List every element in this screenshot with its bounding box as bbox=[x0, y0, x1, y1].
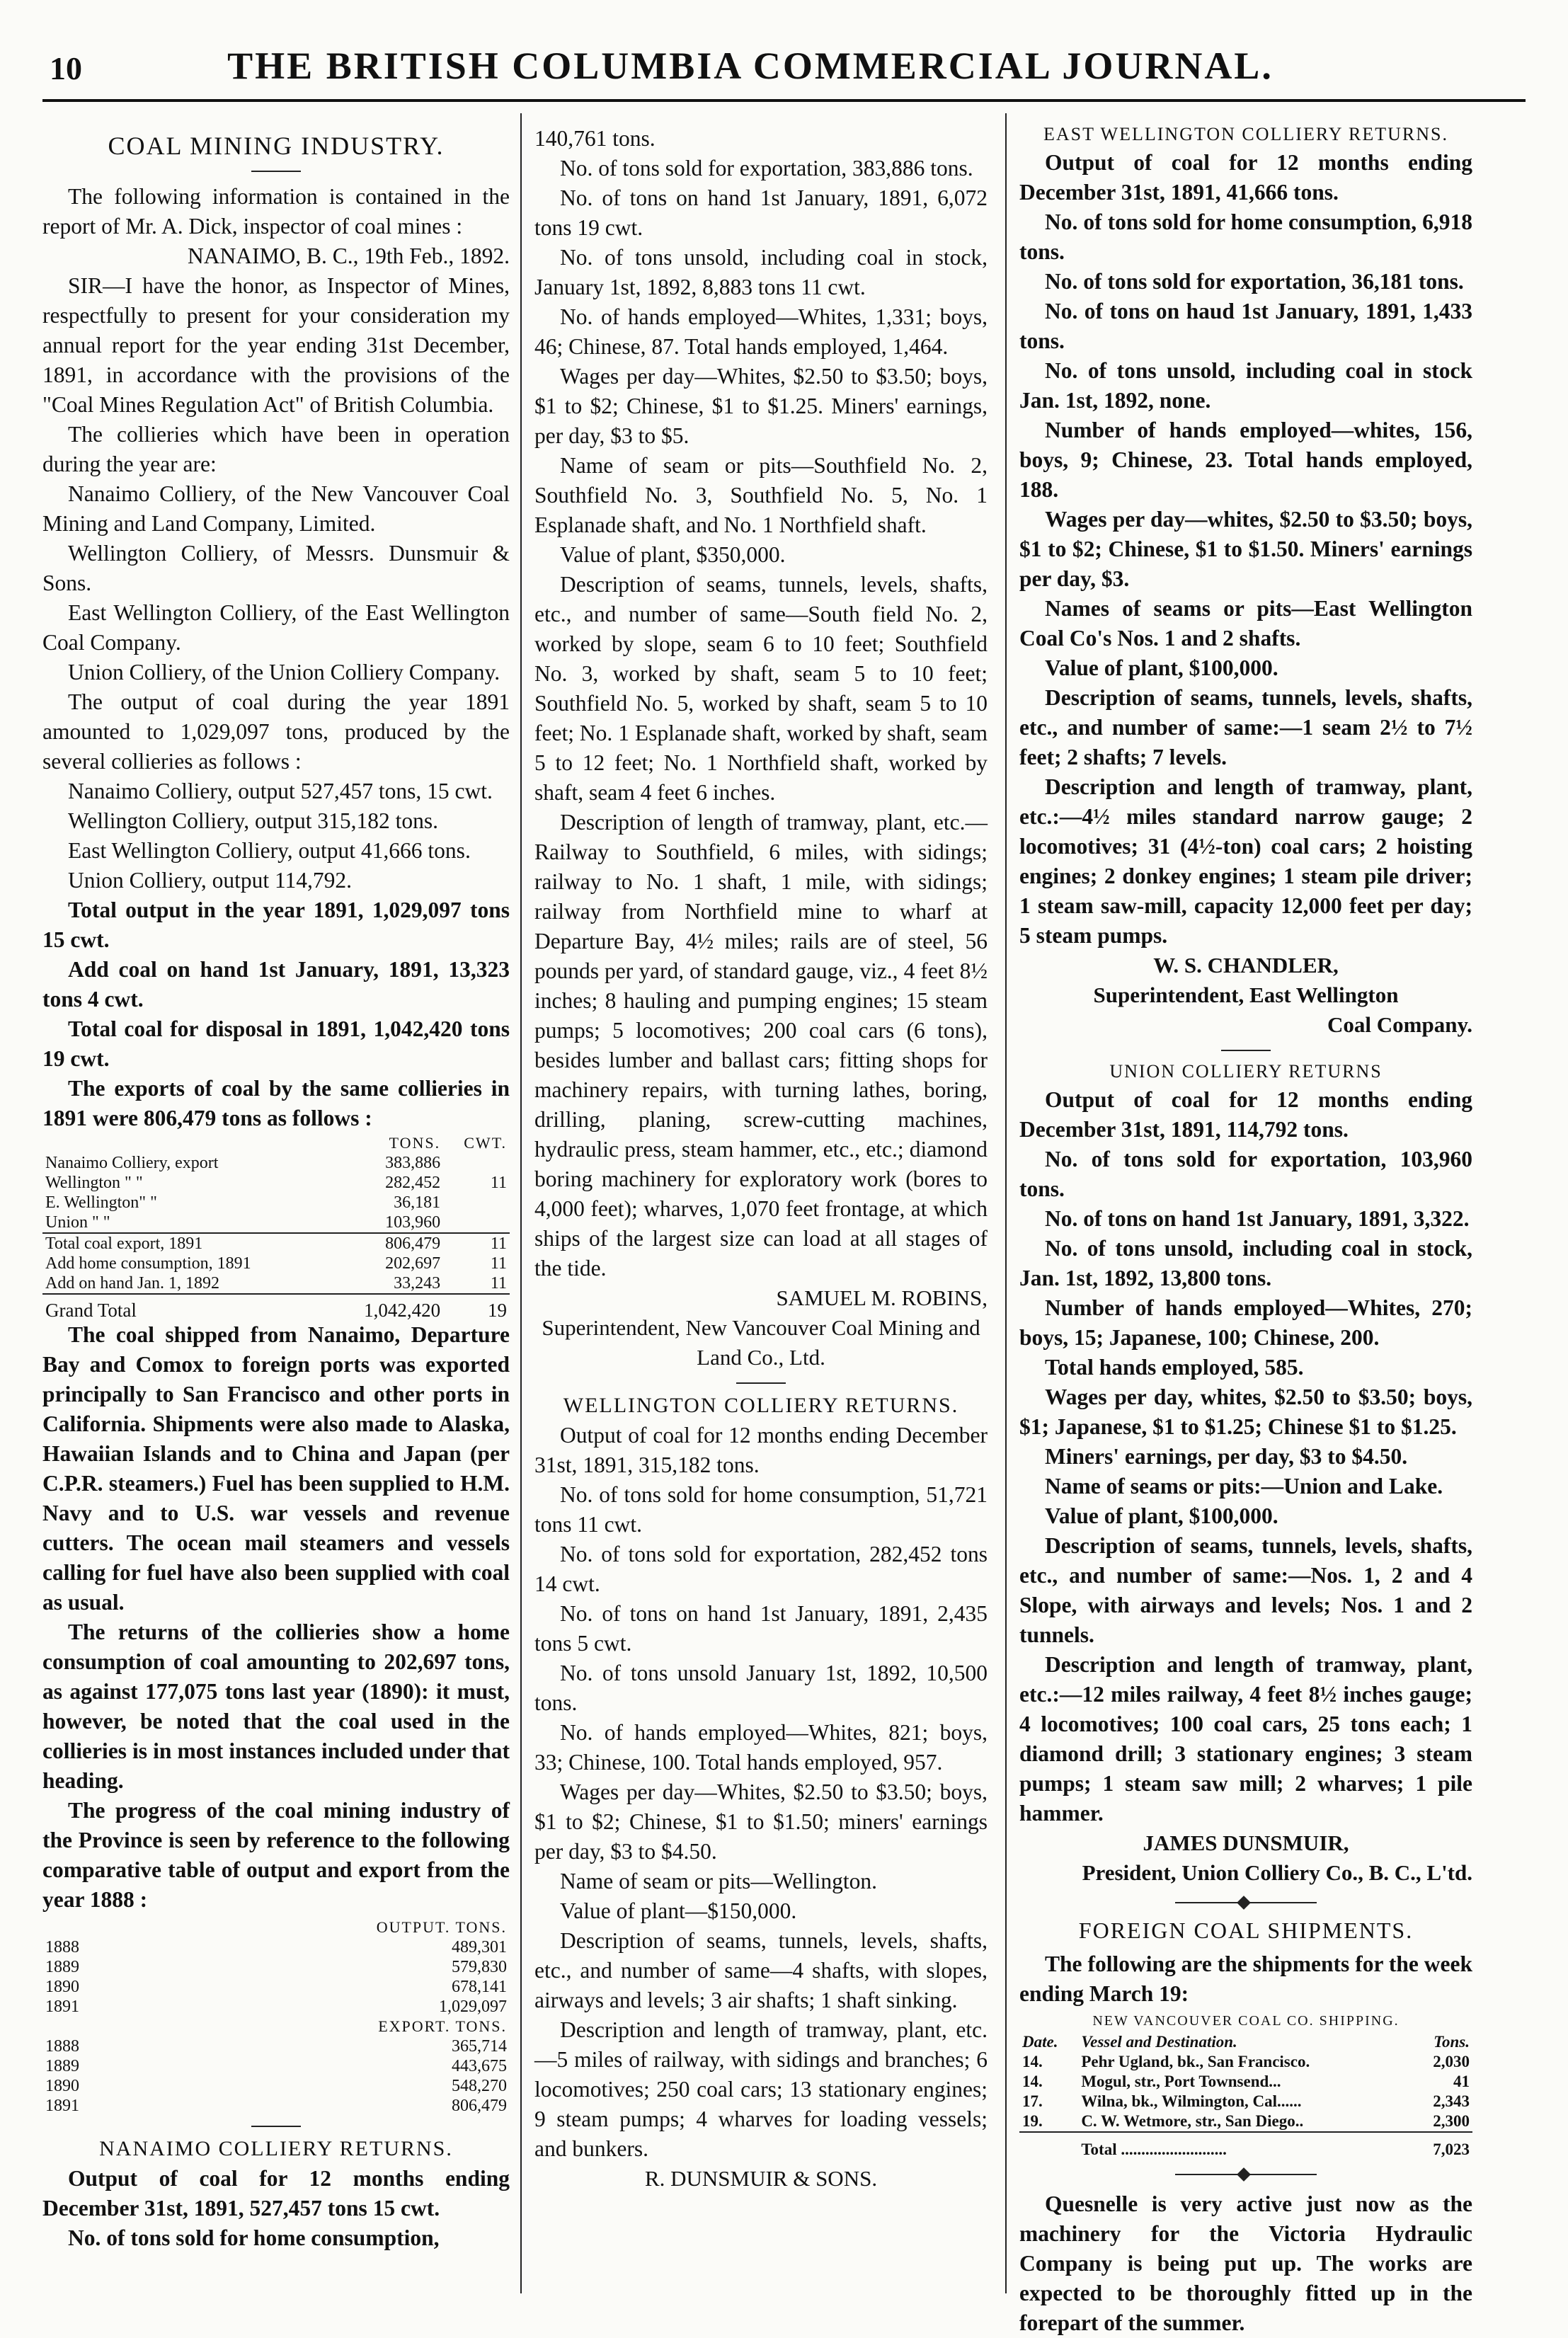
signature: W. S. CHANDLER, bbox=[1153, 953, 1339, 978]
paragraph: Output of coal for 12 months ending December 31st, 1891, 315,182 tons. bbox=[534, 1423, 988, 1477]
paragraph: Description of length of tramway, plant, etc.—Railway to Southfield, 6 miles, with sidings; railway to No. 1 shaft, 1 mile, with sidings; railway from Northfield mine to wharf at Departure Bay, 4½ miles; rails are of steel, 56 pounds per yard, of standard gauge, viz., 4 feet 8½ inches; 8 hauling and pumping engines; 15 steam pumps; 5 locomotives; 200 coal cars (6 tons), besides lumber and ballast cars; fitting shops for machinery repairs, with turning lathes, boring, drilling, planing, screw-cutting machines, hydraulic press, steam hammer, etc., etc.; diamond boring machinery for exploratory work (bores to 4,000 feet); wharves, 1,070 feet frontage, at which ships of the largest size can load at all stages of the tide. bbox=[534, 810, 988, 1280]
table-row: 17. Wilna, bk., Wilmington, Cal...... 2,343 bbox=[1022, 2092, 1470, 2110]
paragraph: Union Colliery, output 114,792. bbox=[68, 868, 353, 893]
table-row: Union " " 103,960 bbox=[45, 1213, 441, 1232]
paragraph: Description of seams, tunnels, levels, shafts, etc., and number of same—4 shafts, with slopes, airways and levels; 3 air shafts; 1 shaft sinking. bbox=[534, 1928, 988, 2012]
paragraph: No. of tons sold for exportation, 383,886 tons. bbox=[560, 156, 973, 180]
paragraph: The progress of the coal mining industry of the Province is seen by reference to the following comparative table of output and export from the year 1888 : bbox=[42, 1798, 510, 1912]
paragraph: The following information is contained in the report of Mr. A. Dick, inspector of coal mines : bbox=[42, 184, 510, 239]
paragraph: Total hands employed, 585. bbox=[1045, 1355, 1304, 1380]
paragraph: Wages per day, whites, $2.50 to $3.50; boys, $1; Japanese, $1 to $1.25; Chinese $1 to $1.25. bbox=[1019, 1385, 1472, 1439]
signature-title: Superintendent, New Vancouver Coal Mining and Land Co., Ltd. bbox=[542, 1315, 980, 1370]
ornamental-divider bbox=[1175, 2174, 1317, 2175]
paragraph: Miners' earnings, per day, $3 to $4.50. bbox=[1045, 1444, 1408, 1469]
export-table bbox=[42, 1133, 510, 1320]
paragraph: The following are the shipments for the week ending March 19: bbox=[1019, 1952, 1472, 2006]
paragraph: Nanaimo Colliery, of the New Vancouver Coal Mining and Land Company, Limited. bbox=[42, 481, 510, 536]
table-row: 1889 579,830 bbox=[45, 1958, 507, 1976]
column-divider bbox=[520, 113, 522, 2293]
paragraph: Value of plant, $350,000. bbox=[560, 542, 786, 567]
table-row: 1889 443,675 bbox=[45, 2057, 507, 2075]
col-header: EXPORT. TONS. bbox=[378, 2017, 507, 2035]
table-row: 1891 1,029,097 bbox=[45, 1998, 507, 2016]
paragraph: No. of tons sold for exportation, 103,960 tons. bbox=[1019, 1147, 1472, 1201]
paragraph: Number of hands employed—whites, 156, boys, 9; Chinese, 23. Total hands employed, 188. bbox=[1019, 418, 1472, 502]
section-heading: NANAIMO COLLIERY RETURNS. bbox=[99, 2137, 453, 2160]
table-row: 1890 678,141 bbox=[45, 1978, 507, 1996]
table-subheading: NEW VANCOUVER COAL CO. SHIPPING. bbox=[1092, 2013, 1400, 2029]
col-header: OUTPUT. TONS. bbox=[376, 1918, 507, 1936]
paragraph: No. of tons unsold January 1st, 1892, 10,500 tons. bbox=[534, 1661, 988, 1715]
col-header: Date. bbox=[1022, 2033, 1058, 2051]
paragraph: Wages per day—whites, $2.50 to $3.50; boys, $1 to $2; Chinese, $1 to $1.50. Miners' earnings per day, $3. bbox=[1019, 507, 1472, 591]
table-row: Grand Total 1,042,420 19 bbox=[42, 1294, 510, 1320]
paragraph: 140,761 tons. bbox=[534, 126, 656, 151]
paragraph: No. of tons unsold, including coal in stock, January 1st, 1892, 8,883 tons 11 cwt. bbox=[534, 245, 988, 299]
paragraph: East Wellington Colliery, of the East Wellington Coal Company. bbox=[42, 600, 510, 655]
paragraph: Description of seams, tunnels, levels, shafts, etc., and number of same:—1 seam 2½ to 7½ feet; 2 shafts; 7 levels. bbox=[1019, 685, 1472, 769]
paragraph: Description and length of tramway, plant, etc.—5 miles of railway, with sidings and branches; 6 locomotives; 250 coal cars; 13 stationary engines; 9 steam pumps; 4 wharves for loading vessels; and bunkers. bbox=[534, 2017, 988, 2161]
col-header: CWT. bbox=[464, 1134, 507, 1152]
paragraph: The returns of the collieries show a home consumption of coal amounting to 202,697 tons, as against 177,075 tons last year (1890): it must, however, be noted that the coal used in the collieries is in most instances included under that heading. bbox=[42, 1620, 510, 1793]
journal-title: THE BRITISH COLUMBIA COMMERCIAL JOURNAL. bbox=[227, 45, 1274, 87]
table-total-row: Total .......................... 7,023 bbox=[1019, 2132, 1472, 2160]
paragraph: Name of seam or pits—Southfield No. 2, Southfield No. 3, Southfield No. 5, No. 1 Esplanade shaft, and No. 1 Northfield shaft. bbox=[534, 453, 988, 537]
paragraph: Wages per day—Whites, $2.50 to $3.50; boys, $1 to $2; Chinese, $1 to $1.25. Miners' earnings, per day, $3 to $5. bbox=[534, 364, 988, 448]
paragraph: No. of tons sold for home consumption, bbox=[68, 2225, 440, 2250]
article-heading: COAL MINING INDUSTRY. bbox=[108, 132, 445, 160]
section-heading: UNION COLLIERY RETURNS bbox=[1109, 1061, 1383, 1082]
divider bbox=[251, 2126, 301, 2127]
paragraph: Wages per day—Whites, $2.50 to $3.50; boys, $1 to $2; Chinese, $1 to $1.50; miners' earnings per day, $3 to $4.50. bbox=[534, 1780, 988, 1864]
signature: JAMES DUNSMUIR, bbox=[1143, 1830, 1349, 1855]
paragraph: No. of tons sold for home consumption, 51,721 tons 11 cwt. bbox=[534, 1482, 988, 1537]
table-row: 14. Mogul, str., Port Townsend... 41 bbox=[1022, 2073, 1470, 2090]
table-row: Nanaimo Colliery, export 383,886 bbox=[45, 1154, 441, 1172]
paragraph: Union Colliery, of the Union Colliery Company. bbox=[68, 660, 500, 684]
page-number: 10 bbox=[50, 50, 82, 86]
paragraph: No. of tons on hand 1st January, 1891, 6,072 tons 19 cwt. bbox=[534, 185, 988, 240]
table-row: 19. C. W. Wetmore, str., San Diego.. 2,300 bbox=[1022, 2112, 1470, 2130]
signature: R. DUNSMUIR & SONS. bbox=[644, 2166, 878, 2191]
col-header: TONS. bbox=[389, 1134, 441, 1152]
page-header bbox=[28, 37, 1472, 93]
paragraph: Add coal on hand 1st January, 1891, 13,323 tons 4 cwt. bbox=[42, 957, 510, 1012]
paragraph: The output of coal during the year 1891 amounted to 1,029,097 tons, produced by the several collieries as follows : bbox=[42, 689, 510, 774]
signature-title: President, Union Colliery Co., B. C., L'td. bbox=[1082, 1860, 1472, 1885]
paragraph: Description and length of tramway, plant, etc.:—4½ miles standard narrow gauge; 2 locomotives; 31 (4½-ton) coal cars; 2 hoisting engines; 2 donkey engines; 1 steam pile driver; 1 steam saw-mill, capacity 12,000 feet per day; 5 steam pumps. bbox=[1019, 774, 1472, 948]
paragraph: Description of seams, tunnels, levels, shafts, etc., and number of same:—Nos. 1, 2 and 4 Slope, with airways and levels; Nos. 1 and 2 tunnels. bbox=[1019, 1533, 1472, 1647]
table-row: 1891 806,479 bbox=[45, 2097, 507, 2115]
dateline: NANAIMO, B. C., 19th Feb., 1892. bbox=[187, 243, 510, 268]
table-row: Add on hand Jan. 1, 1892 33,243 11 bbox=[45, 1274, 507, 1293]
table-row: E. Wellington" " 36,181 bbox=[45, 1193, 441, 1212]
divider bbox=[736, 1382, 786, 1384]
column-1 bbox=[42, 124, 510, 2290]
paragraph: No. of tons unsold, including coal in stock Jan. 1st, 1892, none. bbox=[1019, 358, 1472, 413]
paragraph: Value of plant—$150,000. bbox=[560, 1898, 797, 1923]
paragraph: Wellington Colliery, output 315,182 tons. bbox=[68, 808, 439, 833]
paragraph: No. of tons on hand 1st January, 1891, 2,435 tons 5 cwt. bbox=[534, 1601, 988, 1656]
paragraph: Output of coal for 12 months ending December 31st, 1891, 527,457 tons 15 cwt. bbox=[42, 2166, 510, 2220]
paragraph: Total coal for disposal in 1891, 1,042,420 tons 19 cwt. bbox=[42, 1016, 510, 1071]
paragraph: Output of coal for 12 months ending December 31st, 1891, 41,666 tons. bbox=[1019, 150, 1472, 205]
col-header: Tons. bbox=[1433, 2033, 1470, 2051]
signature-title: Superintendent, East Wellington bbox=[1093, 982, 1399, 1007]
paragraph: No. of tons sold for home consumption, 6,918 tons. bbox=[1019, 210, 1472, 264]
table-row: 1888 365,714 bbox=[45, 2037, 507, 2056]
paragraph: No. of tons on haud 1st January, 1891, 1,433 tons. bbox=[1019, 299, 1472, 353]
paragraph: Names of seams or pits—East Wellington Coal Co's Nos. 1 and 2 shafts. bbox=[1019, 596, 1472, 651]
paragraph: Name of seam or pits—Wellington. bbox=[560, 1869, 877, 1893]
paragraph: The coal shipped from Nanaimo, Departure Bay and Comox to foreign ports was exported principally to San Francisco and other ports in California. Shipments were also made to Alaska, Hawaiian Islands and to China and Japan (per C.P.R. steamers.) Fuel has been supplied to H.M. Navy and to U.S. war vessels and revenue cutters. The ocean mail steamers and vessels calling for fuel have also been supplied with coal as usual. bbox=[42, 1322, 510, 1615]
paragraph: Name of seams or pits:—Union and Lake. bbox=[1045, 1474, 1443, 1499]
paragraph: The collieries which have been in operation during the year are: bbox=[42, 422, 510, 476]
paragraph: No. of tons on hand 1st January, 1891, 3,322. bbox=[1045, 1206, 1470, 1231]
paragraph: Value of plant, $100,000. bbox=[1045, 1503, 1278, 1528]
paragraph: Value of plant, $100,000. bbox=[1045, 655, 1278, 680]
section-heading: EAST WELLINGTON COLLIERY RETURNS. bbox=[1043, 124, 1449, 144]
paragraph: Wellington Colliery, of Messrs. Dunsmuir & Sons. bbox=[42, 541, 510, 595]
divider bbox=[251, 171, 301, 172]
table-row: Total coal export, 1891 806,479 11 bbox=[42, 1233, 510, 1254]
paragraph: Number of hands employed—Whites, 270; boys, 15; Japanese, 100; Chinese, 200. bbox=[1019, 1295, 1472, 1350]
col-header: Vessel and Destination. bbox=[1081, 2033, 1237, 2051]
paragraph: Nanaimo Colliery, output 527,457 tons, 15 cwt. bbox=[68, 779, 493, 803]
table-row: 1888 489,301 bbox=[45, 1938, 507, 1956]
table-row: 14. Pehr Ugland, bk., San Francisco. 2,030 bbox=[1022, 2053, 1470, 2070]
shipments-table bbox=[1019, 2032, 1472, 2160]
paragraph: No. of hands employed—Whites, 821; boys, 33; Chinese, 100. Total hands employed, 957. bbox=[534, 1720, 988, 1775]
paragraph: Description of seams, tunnels, levels, shafts, etc., and number of same—South field No. 2, worked by slope, seam 6 to 10 feet; Southfield No. 3, worked by shaft, seam 5 to 10 feet; Southfield No. 5, worked by shaft, seam 5 to 10 feet; No. 1 Esplanade shaft, worked by shaft, seam 5 to 12 feet; No. 1 Northfield shaft, worked by shaft, seam 4 feet 6 inches. bbox=[534, 572, 988, 805]
paragraph: Quesnelle is very active just now as the machinery for the Victoria Hydraulic Company is being put up. The works are expected to be thoroughly fitted up in the forepart of the summer. bbox=[1019, 2191, 1472, 2335]
paragraph: East Wellington Colliery, output 41,666 tons. bbox=[68, 838, 471, 863]
signature: SAMUEL M. ROBINS, bbox=[776, 1285, 988, 1310]
column-2 bbox=[534, 124, 988, 2290]
paragraph: Output of coal for 12 months ending December 31st, 1891, 114,792 tons. bbox=[1019, 1087, 1472, 1142]
paragraph: No. of hands employed—Whites, 1,331; boys, 46; Chinese, 87. Total hands employed, 1,464. bbox=[534, 304, 988, 359]
signature-title: Coal Company. bbox=[1327, 1012, 1472, 1037]
table-row: Wellington " " 282,452 11 bbox=[45, 1174, 507, 1192]
header-rule bbox=[42, 99, 1526, 102]
section-heading: FOREIGN COAL SHIPMENTS. bbox=[1078, 1918, 1414, 1943]
ornamental-divider bbox=[1175, 1902, 1317, 1903]
paragraph: Description and length of tramway, plant, etc.:—12 miles railway, 4 feet 8½ inches gauge; 4 locomotives; 100 coal cars, 25 tons each; 1 diamond drill; 3 stationary engines; 3 steam pumps; 1 steam saw mill; 2 wharves; 1 pile hammer. bbox=[1019, 1652, 1472, 1826]
table-row: 1890 548,270 bbox=[45, 2077, 507, 2095]
paragraph: SIR—I have the honor, as Inspector of Mines, respectfully to present for your consideration my annual report for the year ending 31st December, 1891, in accordance with the provisions of the "Coal Mines Regulation Act" of British Columbia. bbox=[42, 273, 510, 417]
section-heading: WELLINGTON COLLIERY RETURNS. bbox=[563, 1394, 959, 1417]
paragraph: No. of tons unsold, including coal in stock, Jan. 1st, 1892, 13,800 tons. bbox=[1019, 1236, 1472, 1290]
divider bbox=[1221, 1050, 1271, 1051]
paragraph: No. of tons sold for exportation, 36,181 tons. bbox=[1045, 269, 1464, 294]
column-3 bbox=[1019, 124, 1472, 2335]
paragraph: The exports of coal by the same collieries in 1891 were 806,479 tons as follows : bbox=[42, 1076, 510, 1130]
comparative-table bbox=[42, 1918, 510, 2116]
column-divider bbox=[1005, 113, 1007, 2293]
paragraph: No. of tons sold for exportation, 282,452 tons 14 cwt. bbox=[534, 1542, 988, 1596]
paragraph: Total output in the year 1891, 1,029,097 tons 15 cwt. bbox=[42, 898, 510, 952]
table-row: Add home consumption, 1891 202,697 11 bbox=[45, 1254, 507, 1273]
